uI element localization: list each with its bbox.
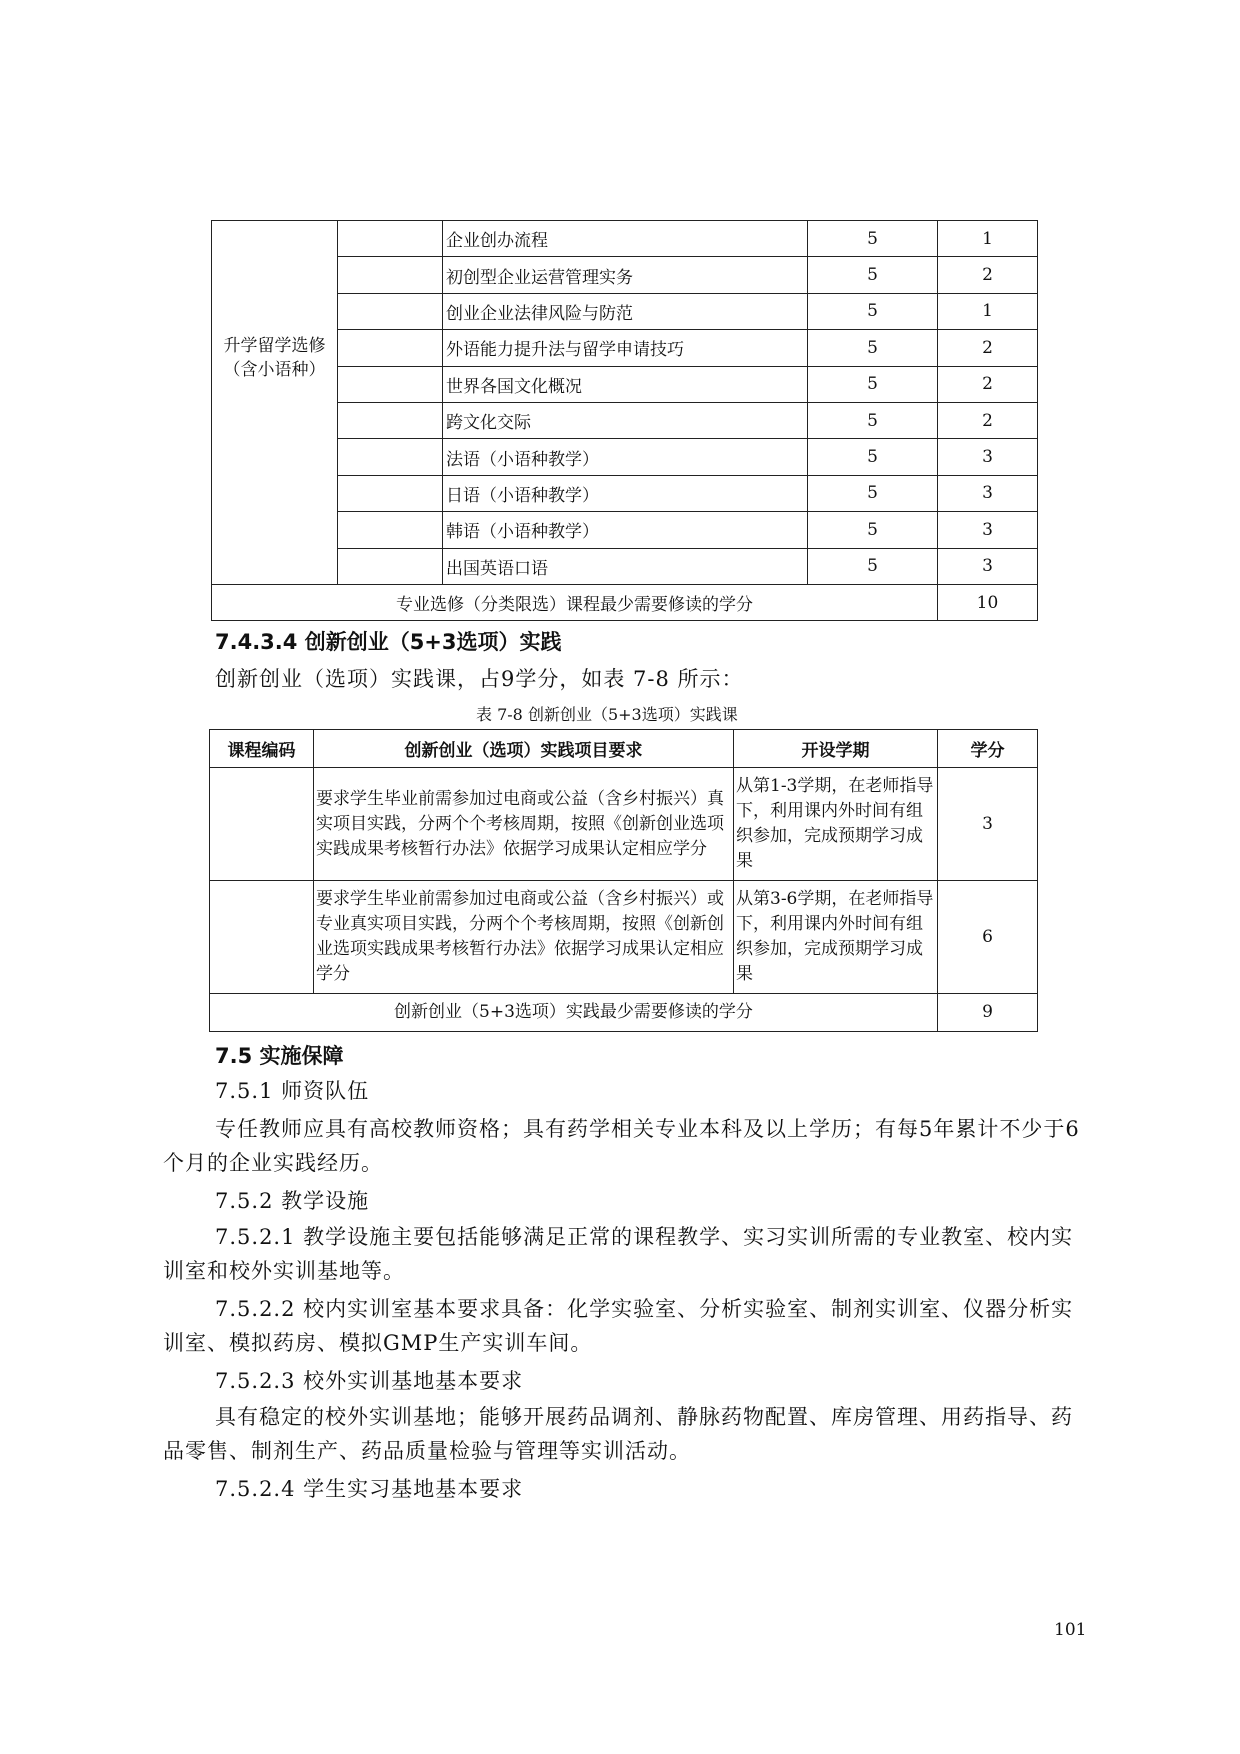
code-cell xyxy=(338,402,443,438)
course-name: 创业企业法律风险与防范 xyxy=(443,293,808,329)
course-code xyxy=(210,881,314,994)
course-value: 5 xyxy=(808,366,938,402)
practice-credit: 3 xyxy=(938,768,1038,881)
table-row xyxy=(212,330,1038,366)
subsection-title-7523: 7.5.2.3 校外实训基地基本要求 xyxy=(215,1369,524,1393)
section-intro: 创新创业（选项）实践课，占9学分，如表 7-8 所示： xyxy=(215,667,744,691)
code-cell xyxy=(338,257,443,293)
innovation-practice-table xyxy=(209,729,1038,1032)
code-cell xyxy=(338,293,443,329)
course-name: 跨文化交际 xyxy=(443,402,808,438)
header-credit: 学分 xyxy=(938,730,1038,768)
practice-requirement: 要求学生毕业前需参加过电商或公益（含乡村振兴）或专业真实项目实践，分两个个考核周期，按照《创新创业选项实践成果考核暂行办法》依据学习成果认定相应学分 xyxy=(314,881,734,994)
header-term: 开设学期 xyxy=(734,730,938,768)
course-credit: 2 xyxy=(938,402,1038,438)
course-credit: 2 xyxy=(938,257,1038,293)
total-label: 专业选修（分类限选）课程最少需要修读的学分 xyxy=(212,584,938,620)
code-cell xyxy=(338,366,443,402)
paragraph-7522: 7.5.2.2 校内实训室基本要求具备：化学实验室、分析实验室、制剂实训室、仪器分析实训室、模拟药房、模拟GMP生产实训车间。 xyxy=(163,1297,1074,1355)
group-label-line1: 升学留学选修 xyxy=(223,335,326,356)
course-name: 企业创办流程 xyxy=(443,221,808,257)
course-value: 5 xyxy=(808,293,938,329)
code-cell xyxy=(338,330,443,366)
course-credit: 2 xyxy=(938,330,1038,366)
course-value: 5 xyxy=(808,439,938,475)
subsection-title-752: 7.5.2 教学设施 xyxy=(215,1189,370,1213)
page-number: 101 xyxy=(1054,1620,1087,1640)
code-cell xyxy=(338,548,443,584)
course-credit: 1 xyxy=(938,293,1038,329)
course-value: 5 xyxy=(808,512,938,548)
practice-term: 从第3-6学期，在老师指导下，利用课内外时间有组织参加，完成预期学习成果 xyxy=(734,881,938,994)
course-credit: 3 xyxy=(938,475,1038,511)
table-row xyxy=(210,768,1038,881)
table-row xyxy=(210,881,1038,994)
header-code: 课程编码 xyxy=(210,730,314,768)
course-value: 5 xyxy=(808,475,938,511)
course-name: 出国英语口语 xyxy=(443,548,808,584)
course-name: 初创型企业运营管理实务 xyxy=(443,257,808,293)
code-cell xyxy=(338,221,443,257)
table-caption: 表 7-8 创新创业（5+3选项）实践课 xyxy=(476,705,738,724)
table-total-row xyxy=(212,584,1038,620)
course-name: 韩语（小语种教学） xyxy=(443,512,808,548)
course-name: 日语（小语种教学） xyxy=(443,475,808,511)
section-heading-7434: 7.4.3.4 创新创业（5+3选项）实践 xyxy=(215,630,562,654)
table-row xyxy=(212,221,1038,257)
code-cell xyxy=(338,512,443,548)
course-value: 5 xyxy=(808,330,938,366)
section-heading-75: 7.5 实施保障 xyxy=(215,1044,344,1068)
course-credit: 3 xyxy=(938,439,1038,475)
course-value: 5 xyxy=(808,257,938,293)
paragraph-751: 专任教师应具有高校教师资格；具有药学相关专业本科及以上学历；有每5年累计不少于6个月的企业实践经历。 xyxy=(163,1117,1080,1175)
total-value: 9 xyxy=(938,994,1038,1032)
course-credit: 3 xyxy=(938,512,1038,548)
table-total-row xyxy=(210,994,1038,1032)
subsection-title-751: 7.5.1 师资队伍 xyxy=(215,1079,370,1103)
course-credit: 1 xyxy=(938,221,1038,257)
course-name: 世界各国文化概况 xyxy=(443,366,808,402)
group-label xyxy=(212,330,338,585)
paragraph-7521: 7.5.2.1 教学设施主要包括能够满足正常的课程教学、实习实训所需的专业教室、校内实训室和校外实训基地等。 xyxy=(163,1225,1074,1283)
course-name: 法语（小语种教学） xyxy=(443,439,808,475)
course-code xyxy=(210,768,314,881)
group-label-line2: （含小语种） xyxy=(223,359,326,380)
course-value: 5 xyxy=(808,402,938,438)
practice-term: 从第1-3学期，在老师指导下，利用课内外时间有组织参加，完成预期学习成果 xyxy=(734,768,938,881)
group-top-cell xyxy=(212,221,338,330)
course-credit: 3 xyxy=(938,548,1038,584)
practice-credit: 6 xyxy=(938,881,1038,994)
table-header-row xyxy=(210,730,1038,768)
course-credit: 2 xyxy=(938,366,1038,402)
total-value: 10 xyxy=(938,584,1038,620)
elective-courses-table xyxy=(211,220,1038,621)
header-requirement: 创新创业（选项）实践项目要求 xyxy=(314,730,734,768)
practice-requirement: 要求学生毕业前需参加过电商或公益（含乡村振兴）真实项目实践，分两个个考核周期，按照《创新创业选项实践成果考核暂行办法》依据学习成果认定相应学分 xyxy=(314,768,734,881)
total-label: 创新创业（5+3选项）实践最少需要修读的学分 xyxy=(210,994,938,1032)
code-cell xyxy=(338,475,443,511)
paragraph-7523: 具有稳定的校外实训基地；能够开展药品调剂、静脉药物配置、库房管理、用药指导、药品零售、制剂生产、药品质量检验与管理等实训活动。 xyxy=(163,1405,1073,1463)
course-name: 外语能力提升法与留学申请技巧 xyxy=(443,330,808,366)
subsection-title-7524: 7.5.2.4 学生实习基地基本要求 xyxy=(215,1477,524,1501)
course-value: 5 xyxy=(808,548,938,584)
course-value: 5 xyxy=(808,221,938,257)
code-cell xyxy=(338,439,443,475)
